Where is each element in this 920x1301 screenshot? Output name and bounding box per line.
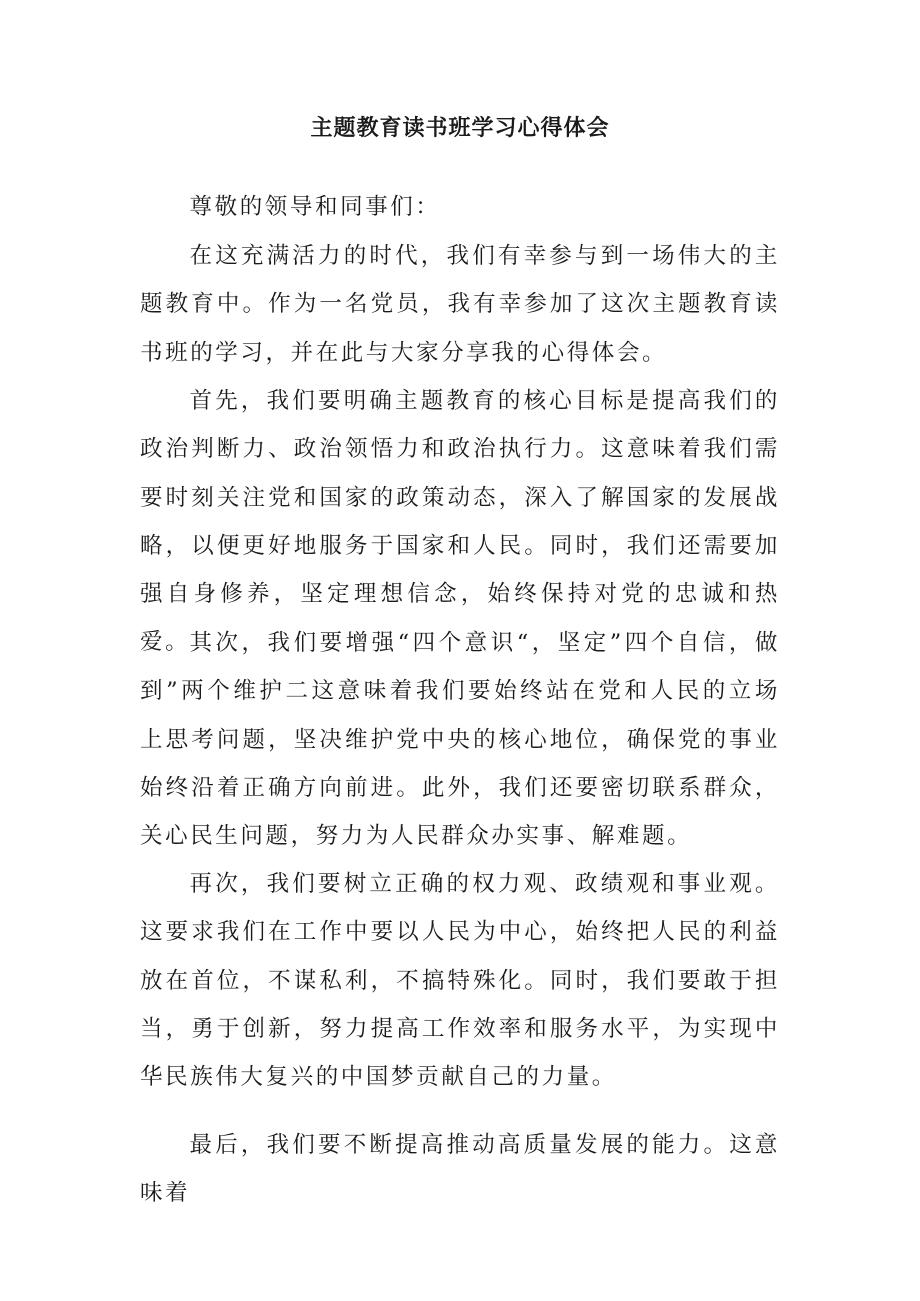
salutation: 尊敬的领导和同事们：	[189, 194, 441, 220]
paragraph-final: 最后，我们要不断提高推动高质量发展的能力。这意味着	[140, 1132, 780, 1207]
paragraph-intro: 在这充满活力的时代，我们有幸参与到一场伟大的主题教育中。作为一名党员，我有幸参加了这次主题教育读书班的学习，并在此与大家分享我的心得体会。	[140, 243, 780, 366]
paragraph-second: 其次，我们要增强“四个意识“，坚定”四个自信，做到”两个维护二这意味着我们要始终站在党和人民的立场上思考问题，坚决维护党中央的核心地位，确保党的事业始终沿着正确方向前进。此外，我们还要密切联系群众，关心民生问题，努力为人民群众办实事、解难题。	[140, 630, 780, 850]
document-title: 主题教育读书班学习心得体会	[310, 116, 610, 141]
paragraph-third: 再次，我们要树立正确的权力观、政绩观和事业观。这要求我们在工作中要以人民为中心，始终把人民的利益放在首位，不谋私利，不搞特殊化。同时，我们要敢于担当，勇于创新，努力提高工作效率和服务水平，为实现中华民族伟大复兴的中国梦贡献自己的力量。	[140, 871, 780, 1091]
paragraph-first: 首先，我们要明确主题教育的核心目标是提高我们的政治判断力、政治领悟力和政治执行力。这意味着我们需要时刻关注党和国家的政策动态，深入了解国家的发展战略，以便更好地服务于国家和人民。同时，我们还需要加强自身修养，坚定理想信念，始终保持对党的忠诚和热爱。	[140, 388, 780, 656]
